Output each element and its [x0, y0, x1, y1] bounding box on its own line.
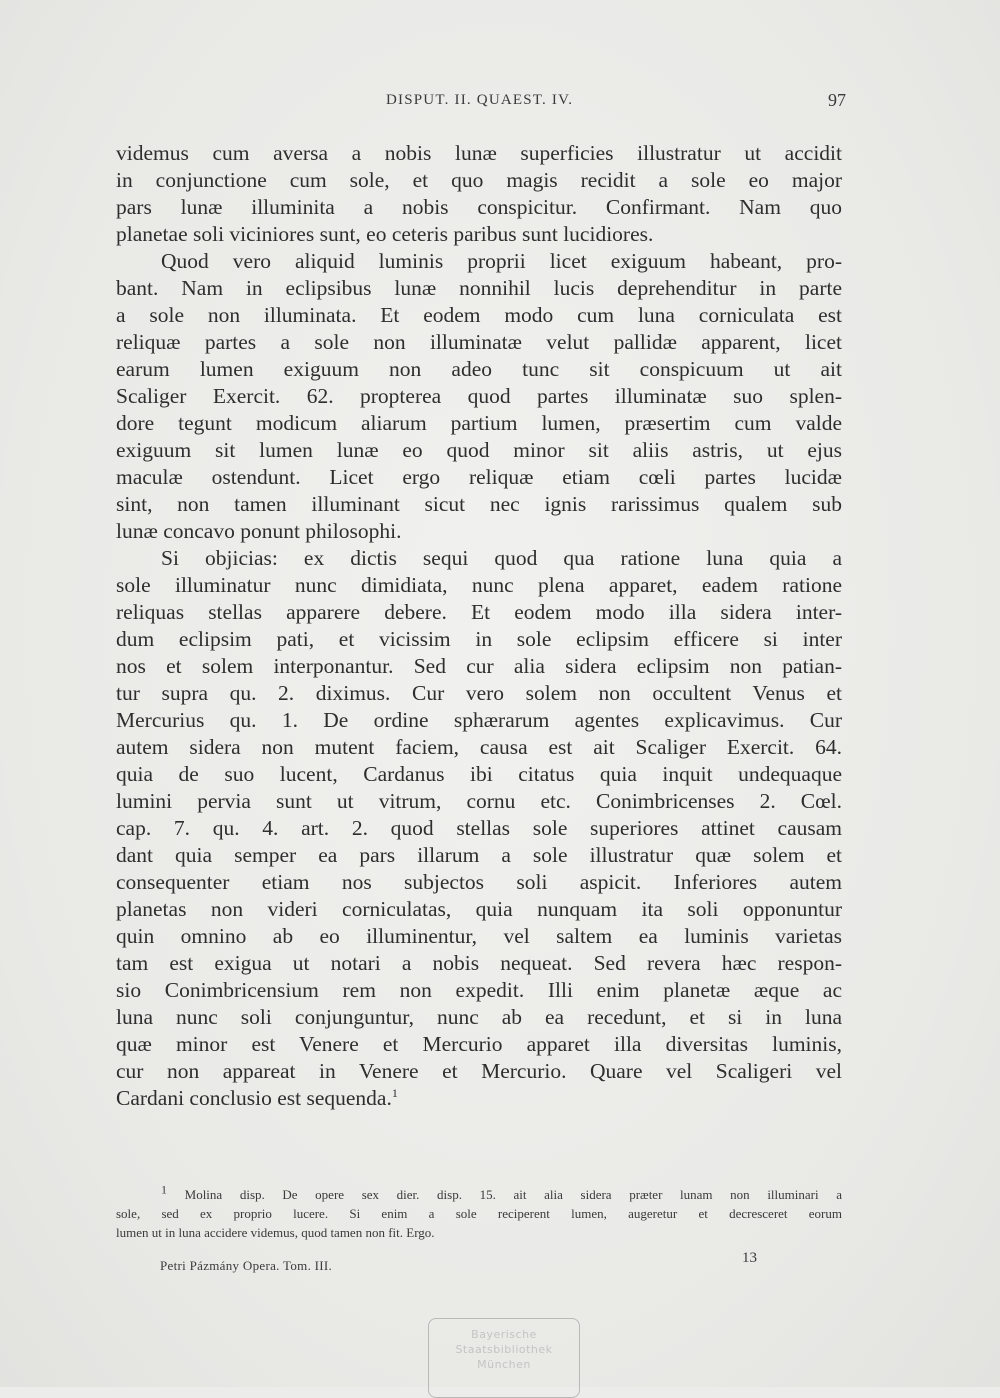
text-line: lunæ concavo ponunt philosophi. — [116, 519, 402, 543]
footnote-line-text: Molina disp. De opere sex dier. disp. 15. ait alia sidera præter lunam non illuminari a — [184, 1187, 842, 1202]
text-line: sole illuminatur nunc dimidiata, nunc plena apparet, eadem ratione — [116, 573, 842, 597]
text-line: autem sidera non mutent faciem, causa est ait Scaliger Exercit. 64. — [116, 735, 842, 759]
text-line: a sole non illuminata. Et eodem modo cum luna corniculata est — [116, 303, 842, 327]
signature-line: Petri Pázmány Opera. Tom. III. — [160, 1258, 333, 1273]
text-line: dant quia semper ea pars illarum a sole illustratur quæ solem et — [116, 843, 842, 867]
page-number: 97 — [828, 90, 846, 110]
footnote-reference: 1 — [391, 1085, 398, 1100]
stamp-line: Bayerische — [471, 1328, 537, 1341]
text-line: quia de suo lucent, Cardanus ibi citatus quia inquit undequaque — [116, 762, 842, 786]
body-text — [116, 140, 842, 1112]
running-head — [116, 90, 846, 114]
text-line: exiguum sit lumen lunæ eo quod minor sit aliis astris, ut ejus — [116, 438, 842, 462]
text-line: in conjunctione cum sole, et quo magis recidit a sole eo major — [116, 168, 842, 192]
stamp-line: München — [477, 1358, 531, 1371]
text-line: videmus cum aversa a nobis lunæ superficies illustratur ut accidit — [116, 141, 842, 165]
text-line: nos et solem interponantur. Sed cur alia sidera eclipsim non patian- — [116, 654, 842, 678]
running-title: DISPUT. II. QUAEST. IV. — [386, 92, 574, 108]
text-line: earum lumen exiguum non adeo tunc sit conspicuum ut ait — [116, 357, 842, 381]
text-line: cur non appareat in Venere et Mercurio. Quare vel Scaligeri vel — [116, 1059, 842, 1083]
text-line: consequenter etiam nos subjectos soli aspicit. Inferiores autem — [116, 870, 842, 894]
text-line: Scaliger Exercit. 62. propterea quod partes illuminatæ suo splen- — [116, 384, 842, 408]
signature-mark: 13 — [742, 1250, 757, 1266]
footnote — [116, 1182, 842, 1242]
text-line-content: Cardani conclusio est sequenda. — [116, 1086, 392, 1110]
text-line: bant. Nam in eclipsibus lunæ nonnihil lucis deprehenditur in parte — [116, 276, 842, 300]
text-line: dore tegunt modicum aliarum partium lumen, præsertim cum valde — [116, 411, 842, 435]
text-line: planetas non videri corniculatas, quia nunquam ita soli opponuntur — [116, 897, 842, 921]
stamp-line: Staatsbibliothek — [455, 1343, 553, 1356]
text-line: cap. 7. qu. 4. art. 2. quod stellas sole superiores attinet causam — [116, 816, 842, 840]
text-line: maculæ ostendunt. Licet ergo reliquæ etiam cœli partes lucidæ — [116, 465, 842, 489]
text-line: planetae soli viciniores sunt, eo ceteris paribus sunt lucidiores. — [116, 222, 654, 246]
footnote-line — [116, 1182, 842, 1204]
text-line: Si objicias: ex dictis sequi quod qua ratione luna quia a — [161, 546, 842, 570]
text-line: tam est exigua ut notari a nobis nequeat. Sed revera hæc respon- — [116, 951, 842, 975]
text-line: sio Conimbricensium rem non expedit. Illi enim planetæ æque ac — [116, 978, 842, 1002]
text-line: pars lunæ illuminita a nobis conspicitur. Confirmant. Nam quo — [116, 195, 842, 219]
text-line-last — [116, 1085, 842, 1112]
footnote-marker: 1 — [161, 1182, 167, 1197]
footnote-line: lumen ut in luna accidere videmus, quod tamen non fit. Ergo. — [116, 1225, 435, 1240]
text-line: dum eclipsim pati, et vicissim in sole eclipsim efficere si inter — [116, 627, 842, 651]
text-line: luna nunc soli conjunguntur, nunc ab ea recedunt, et si in luna — [116, 1005, 842, 1029]
text-line: quæ minor est Venere et Mercurio apparet illa diversitas luminis, — [116, 1032, 842, 1056]
footnote-line: sole, sed ex proprio lucere. Si enim a sole reciperent lumen, augeretur et decresceret eorum — [116, 1206, 842, 1221]
text-line: sint, non tamen illuminant sicut nec ignis rarissimus qualem sub — [116, 492, 842, 516]
text-line: Quod vero aliquid luminis proprii licet exiguum habeant, pro- — [161, 249, 842, 273]
text-line: Mercurius qu. 1. De ordine sphærarum agentes explicavimus. Cur — [116, 708, 842, 732]
text-line: reliquas stellas apparere debere. Et eodem modo illa sidera inter- — [116, 600, 842, 624]
text-line: reliquæ partes a sole non illuminatæ velut pallidæ apparent, licet — [116, 330, 842, 354]
library-stamp — [428, 1318, 580, 1398]
text-line: tur supra qu. 2. diximus. Cur vero solem non occultent Venus et — [116, 681, 842, 705]
text-line: quin omnino ab eo illuminentur, vel saltem ea luminis varietas — [116, 924, 842, 948]
text-line: lumini pervia sunt ut vitrum, cornu etc. Conimbricenses 2. Cœl. — [116, 789, 842, 813]
